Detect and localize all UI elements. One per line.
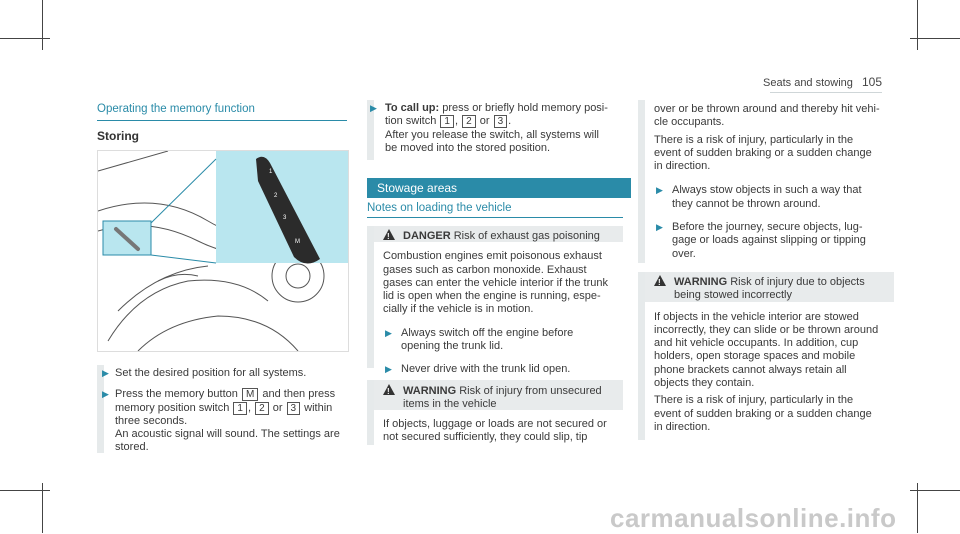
bullet-line: opening the trunk lid.: [401, 340, 504, 353]
bullet-line: they cannot be thrown around.: [672, 197, 821, 210]
title-rule: [97, 120, 347, 121]
warning-label: WARNING: [674, 276, 728, 288]
step-text: tion switch: [385, 115, 437, 128]
crop-mark: [917, 483, 918, 533]
arrow-icon: ▶: [385, 327, 392, 338]
bullet-item: [385, 363, 621, 376]
bullet-item: [656, 184, 894, 211]
step-extra: An acoustic signal will sound. The settings are stored.: [115, 428, 340, 454]
bullet-line: Never drive with the trunk lid open.: [401, 363, 571, 376]
warning-title: being stowed incorrectly: [674, 289, 793, 302]
body-line: phone brackets cannot always retain all: [654, 363, 847, 376]
position-key-2: 2: [462, 115, 476, 128]
body-line: event of sudden braking or a sudden change: [654, 146, 872, 159]
crop-mark: [42, 483, 43, 533]
crop-mark: [42, 0, 43, 50]
danger-bar: [367, 226, 374, 368]
body-line: There is a risk of injury, particularly in the: [654, 394, 854, 407]
body-line: If objects, luggage or loads are not secured or: [383, 417, 607, 430]
position-key-3: 3: [287, 402, 301, 415]
step-list: [97, 367, 352, 455]
body-line: in direction.: [654, 420, 711, 433]
warning-notice: [383, 384, 621, 444]
danger-notice: [383, 229, 621, 377]
bullet-line: gage or loads against slipping or tipping: [672, 234, 866, 247]
bullet-line: Before the journey, secure objects, lug-: [672, 221, 863, 234]
warning-body: [383, 418, 621, 445]
bullet-line: Always switch off the engine before: [401, 326, 574, 339]
section-link-title[interactable]: Notes on loading the vehicle: [367, 202, 512, 214]
body-line: cially if the vehicle is in motion.: [383, 303, 534, 316]
step-text: be moved into the stored position.: [385, 141, 551, 154]
body-line: over or be thrown around and thereby hit vehi-: [654, 103, 880, 115]
warning-triangle-icon: [654, 275, 666, 286]
body-line: lid is open when the engine is running, espe-: [383, 290, 601, 303]
body-line: gases such as carbon monoxide. Exhaust: [383, 263, 587, 276]
warning-notice: [654, 275, 894, 434]
body-line: There is a risk of injury, particularly in the: [654, 133, 854, 146]
arrow-icon: ▶: [102, 368, 109, 378]
crop-mark: [917, 0, 918, 50]
call-up-label: To call up:: [385, 102, 440, 114]
warning-bar: [367, 380, 374, 445]
header-rule: [770, 92, 882, 93]
position-key-1: 1: [233, 402, 247, 415]
body-line: not secured sufficiently, they could slip, tip: [383, 430, 588, 443]
step-item: ▶ Press the memory button M and then press memory position switch 1 , 2 or 3 within three seconds. An acoustic signal will sound. The settings are stored.: [115, 388, 352, 454]
bullet-item: [385, 326, 621, 354]
switch-label-2: 2: [274, 193, 278, 199]
warning-title: items in the vehicle: [403, 398, 497, 411]
arrow-icon: ▶: [370, 103, 377, 113]
section-banner: Stowage areas: [367, 178, 631, 198]
bullet-line: Always stow objects in such a way that: [672, 184, 862, 197]
body-line: incorrectly, they can slide or be thrown around: [654, 323, 879, 336]
step-text: or: [479, 115, 490, 128]
warning-triangle-icon: [383, 229, 395, 240]
body-line: Combustion engines emit poisonous exhaust: [383, 250, 602, 263]
step-text: Set the desired position for all systems.: [115, 367, 307, 379]
danger-title: Risk of exhaust gas poisoning: [453, 230, 600, 242]
step-text: press or briefly hold memory posi-: [442, 102, 608, 114]
arrow-icon: ▶: [656, 222, 663, 233]
body-line: in direction.: [654, 160, 711, 173]
arrow-icon: ▶: [385, 364, 392, 375]
position-key-1: 1: [440, 115, 454, 128]
switch-label-m: M: [295, 239, 300, 245]
step-text: or: [272, 401, 283, 414]
body-line: cle occupants.: [654, 116, 725, 129]
warning-label: WARNING: [403, 385, 457, 397]
step-text: Press the memory button: [115, 388, 238, 401]
body-line: objects they contain.: [654, 377, 755, 390]
body-line: and hit vehicle occupants. In addition, cup: [654, 337, 859, 350]
warning-title: Risk of injury due to objects: [730, 276, 865, 288]
step-text: and then press memory position switch: [115, 388, 336, 414]
arrow-icon: ▶: [656, 185, 663, 196]
running-header: [763, 75, 882, 89]
page-number: 105: [861, 75, 882, 89]
step-item: [102, 367, 352, 380]
bullet-item: [656, 221, 894, 261]
warning-title: Risk of injury from unsecured: [459, 385, 602, 397]
body-line: event of sudden braking or a sudden change: [654, 407, 872, 420]
title-rule: [367, 217, 623, 218]
section-link-title[interactable]: Operating the memory function: [97, 103, 255, 115]
memory-key: M: [242, 388, 258, 401]
memory-switch-figure: [97, 150, 349, 352]
watermark: carmanualsonline.info: [610, 503, 897, 533]
door-illustration: [98, 151, 348, 351]
switch-label-3: 3: [283, 215, 287, 221]
body-line: If objects in the vehicle interior are stowed: [654, 310, 859, 323]
warning-triangle-icon: [383, 384, 395, 395]
continued-text: [654, 103, 894, 261]
warning-body: [654, 311, 894, 435]
body-line: holders, open storage spaces and mobile: [654, 350, 856, 363]
step-text: After you release the switch, all systems will: [385, 128, 599, 141]
section-name: Seats and stowing: [763, 77, 853, 89]
storing-heading: Storing: [97, 129, 139, 143]
bullet-line: over.: [672, 247, 696, 260]
arrow-icon: ▶: [102, 389, 109, 400]
position-key-2: 2: [255, 402, 269, 415]
switch-label-1: 1: [269, 169, 273, 175]
warning-bar: [638, 272, 645, 440]
position-key-3: 3: [494, 115, 508, 128]
danger-label: DANGER: [403, 230, 451, 242]
danger-body: [383, 250, 621, 316]
continued-bar: [638, 100, 645, 263]
body-line: gases can enter the vehicle interior if the trunk: [383, 276, 609, 289]
step-text: within three seconds.: [115, 401, 333, 427]
call-up-step: ▶ To call up: press or briefly hold memory posi- tion switch 1 , 2 or 3 . After you release the switch, all systems will be moved into the stored position.: [385, 102, 625, 155]
